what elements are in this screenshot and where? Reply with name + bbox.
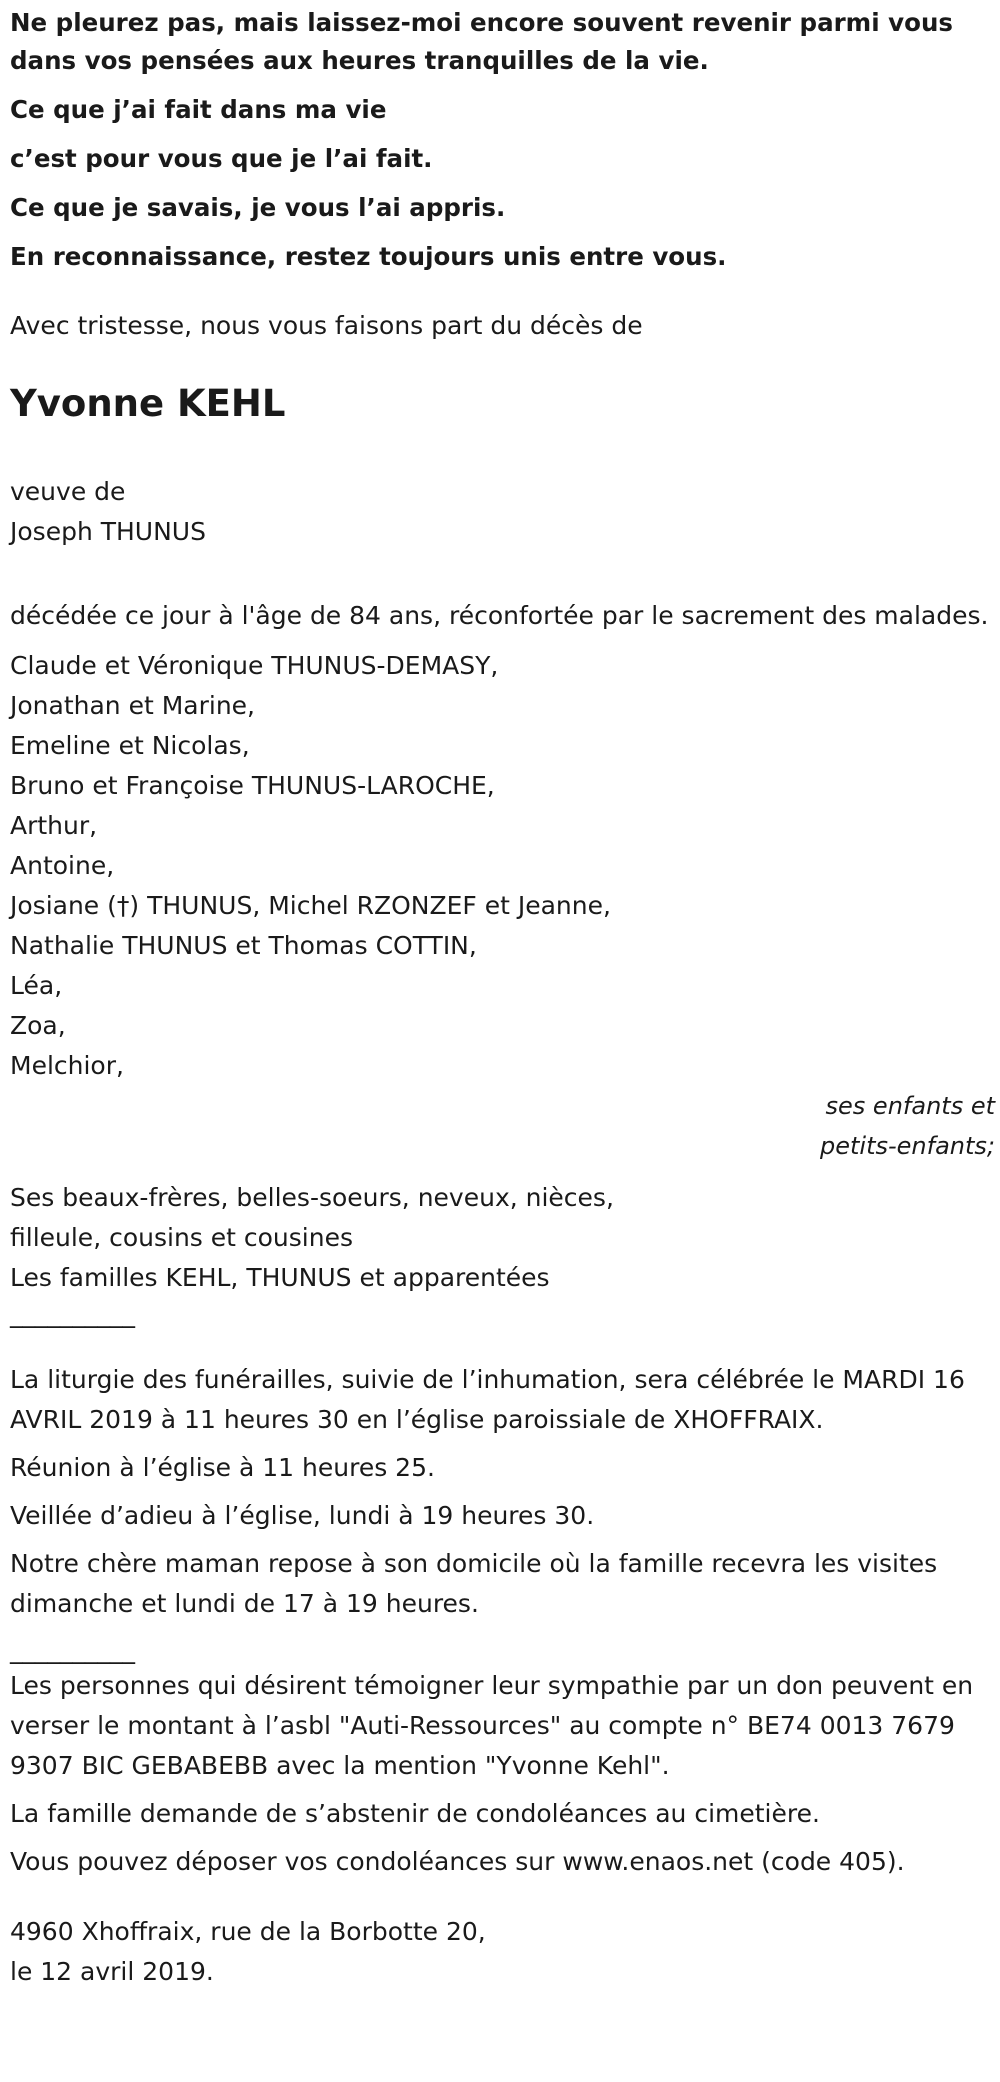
- poem: [10, 0, 995, 276]
- deceased-name: Yvonne KEHL: [10, 382, 286, 425]
- divider: __________: [10, 1635, 135, 1664]
- funeral-paragraph: Veillée d’adieu à l’église, lundi à 19 heures 30.: [10, 1501, 595, 1530]
- family-member: Zoa,: [10, 1011, 66, 1040]
- spouse-name: Joseph THUNUS: [10, 517, 206, 546]
- funeral-info: [10, 1360, 995, 1624]
- extended-family: [10, 1178, 995, 1298]
- extended-family-line: Ses beaux-frères, belles-soeurs, neveux, nièces,: [10, 1183, 614, 1212]
- family-member: Antoine,: [10, 851, 115, 880]
- donation-paragraph: Les personnes qui désirent témoigner leur sympathie par un don peuvent en verser le montant à l’asbl "Auti-Ressources" au compte n° BE74 0013 7679 9307 BIC GEBABEBB avec la mention "Yvonne Kehl".: [10, 1671, 974, 1780]
- announcement-intro: Avec tristesse, nous vous faisons part du décès de: [10, 311, 643, 340]
- extended-family-line: Les familles KEHL, THUNUS et apparentées: [10, 1263, 550, 1292]
- donation-paragraph: Vous pouvez déposer vos condoléances sur www.enaos.net (code 405).: [10, 1847, 905, 1876]
- family-list: [10, 646, 995, 1086]
- poem-line: Ce que j’ai fait dans ma vie: [10, 95, 387, 124]
- funeral-paragraph: La liturgie des funérailles, suivie de l’inhumation, sera célébrée le MARDI 16 AVRIL 2019 à 11 heures 30 en l’église paroissiale de XHOFFRAIX.: [10, 1365, 965, 1434]
- family-member: Claude et Véronique THUNUS-DEMASY,: [10, 651, 499, 680]
- family-member: Emeline et Nicolas,: [10, 731, 250, 760]
- widow-of-label: veuve de: [10, 477, 126, 506]
- funeral-paragraph: Réunion à l’église à 11 heures 25.: [10, 1453, 435, 1482]
- death-text: décédée ce jour à l'âge de 84 ans, réconfortée par le sacrement des malades.: [10, 601, 989, 630]
- family-member: Léa,: [10, 971, 63, 1000]
- family-member: Bruno et Françoise THUNUS-LAROCHE,: [10, 771, 495, 800]
- poem-line: En reconnaissance, restez toujours unis entre vous.: [10, 242, 727, 271]
- family-note-line: ses enfants et: [825, 1092, 995, 1120]
- poem-line: Ne pleurez pas, mais laissez-moi encore souvent revenir parmi vous dans vos pensées aux heures tranquilles de la vie.: [10, 8, 953, 75]
- family-note-line: petits-enfants;: [820, 1132, 995, 1160]
- extended-family-line: filleule, cousins et cousines: [10, 1223, 353, 1252]
- family-relation-note: [10, 1086, 995, 1166]
- widow-block: [10, 472, 995, 552]
- date: le 12 avril 2019.: [10, 1957, 214, 1986]
- family-member: Nathalie THUNUS et Thomas COTTIN,: [10, 931, 477, 960]
- funeral-paragraph: Notre chère maman repose à son domicile où la famille recevra les visites dimanche et lundi de 17 à 19 heures.: [10, 1549, 938, 1618]
- family-member: Jonathan et Marine,: [10, 691, 256, 720]
- poem-line: c’est pour vous que je l’ai fait.: [10, 144, 433, 173]
- address: 4960 Xhoffraix, rue de la Borbotte 20,: [10, 1917, 486, 1946]
- signature-block: [10, 1912, 995, 1992]
- poem-line: Ce que je savais, je vous l’ai appris.: [10, 193, 506, 222]
- donation-info: [10, 1666, 995, 1882]
- donation-paragraph: La famille demande de s’abstenir de condoléances au cimetière.: [10, 1799, 820, 1828]
- family-member: Arthur,: [10, 811, 98, 840]
- divider: __________: [10, 1299, 135, 1328]
- obituary-page: [10, 0, 995, 1992]
- family-member: Josiane (†) THUNUS, Michel RZONZEF et Jeanne,: [10, 891, 611, 920]
- family-member: Melchior,: [10, 1051, 124, 1080]
